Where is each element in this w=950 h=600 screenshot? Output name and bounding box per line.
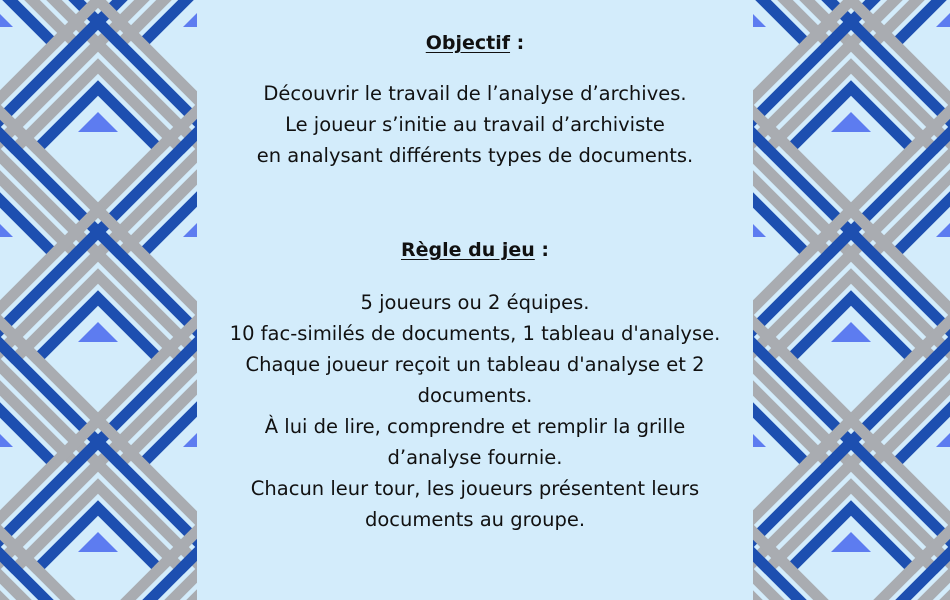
regle-line: d’analyse fournie. <box>387 446 563 469</box>
objectif-heading <box>197 32 753 54</box>
content-panel <box>197 0 753 600</box>
objectif-text <box>197 78 753 171</box>
objectif-heading-text: Objectif <box>425 32 511 54</box>
regle-line: 5 joueurs ou 2 équipes. <box>360 291 590 314</box>
objectif-line: Le joueur s’initie au travail d’archiviste <box>285 113 665 136</box>
decorative-pattern-left <box>0 0 197 600</box>
objectif-section <box>197 32 753 171</box>
regle-line: Chacun leur tour, les joueurs présentent leurs <box>250 477 700 500</box>
objectif-line: en analysant différents types de documents. <box>256 144 694 167</box>
objectif-line: Découvrir le travail de l’analyse d’archives. <box>263 82 687 105</box>
regle-heading-suffix: : <box>534 239 550 261</box>
regle-line: À lui de lire, comprendre et remplir la grille <box>264 415 686 438</box>
regle-heading-text: Règle du jeu <box>400 239 535 261</box>
chevron-pattern-icon <box>753 0 950 600</box>
objectif-heading-suffix: : <box>510 32 525 54</box>
regle-line: 10 fac-similés de documents, 1 tableau d'analyse. <box>229 322 721 345</box>
regle-text <box>197 287 753 535</box>
regle-line: documents. <box>417 384 533 407</box>
chevron-pattern-icon <box>0 0 197 600</box>
decorative-pattern-right <box>753 0 950 600</box>
regle-section <box>197 239 753 535</box>
regle-line: documents au groupe. <box>364 508 586 531</box>
regle-heading <box>197 239 753 261</box>
regle-line: Chaque joueur reçoit un tableau d'analyse et 2 <box>245 353 705 376</box>
